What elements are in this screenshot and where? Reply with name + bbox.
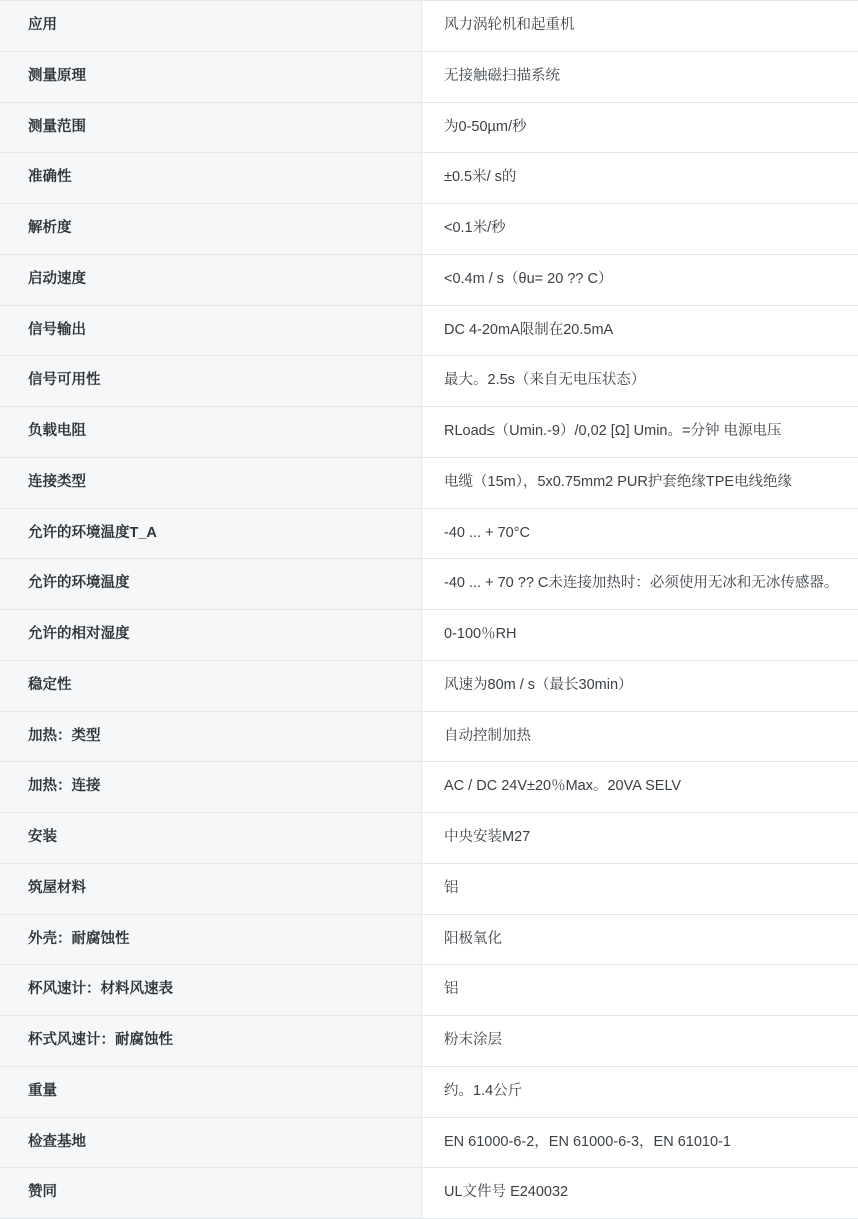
table-row (0, 610, 858, 661)
spec-value: 最大。2.5s（来自无电压状态） (422, 356, 858, 407)
spec-value: UL文件号 E240032 (422, 1168, 858, 1219)
table-row (0, 914, 858, 965)
spec-value: 电缆（15m），5x0.75mm2 PUR护套绝缘TPE电线绝缘 (422, 457, 858, 508)
spec-label: 测量原理 (0, 51, 422, 102)
spec-value: AC / DC 24V±20％Max。20VA SELV (422, 762, 858, 813)
spec-value: 无接触磁扫描系统 (422, 51, 858, 102)
spec-value: 约。1.4公斤 (422, 1066, 858, 1117)
table-row (0, 711, 858, 762)
spec-value: <0.1米/秒 (422, 204, 858, 255)
table-row (0, 204, 858, 255)
spec-label: 加热：类型 (0, 711, 422, 762)
table-row (0, 965, 858, 1016)
table-row (0, 1117, 858, 1168)
spec-label: 解析度 (0, 204, 422, 255)
spec-value: RLoad≤（Umin.-9）/0,02 [Ω] Umin。=分钟 电源电压 (422, 407, 858, 458)
spec-value: 阳极氧化 (422, 914, 858, 965)
spec-label: 信号输出 (0, 305, 422, 356)
spec-value: 风速为80m / s（最长30min） (422, 660, 858, 711)
spec-value: <0.4m / s（θu= 20 ?? C） (422, 254, 858, 305)
specification-table-body (0, 1, 858, 1219)
table-row (0, 305, 858, 356)
spec-label: 重量 (0, 1066, 422, 1117)
spec-label: 赞同 (0, 1168, 422, 1219)
table-row (0, 407, 858, 458)
table-row (0, 813, 858, 864)
table-row (0, 1, 858, 52)
spec-label: 负载电阻 (0, 407, 422, 458)
spec-value: 铝 (422, 863, 858, 914)
spec-value: 中央安装M27 (422, 813, 858, 864)
spec-value: 铝 (422, 965, 858, 1016)
table-row (0, 51, 858, 102)
table-row (0, 1168, 858, 1219)
spec-label: 稳定性 (0, 660, 422, 711)
spec-label: 允许的相对湿度 (0, 610, 422, 661)
spec-label: 允许的环境温度 (0, 559, 422, 610)
spec-label: 应用 (0, 1, 422, 52)
table-row (0, 508, 858, 559)
spec-label: 筑屋材料 (0, 863, 422, 914)
table-row (0, 356, 858, 407)
spec-value: -40 ... + 70°C (422, 508, 858, 559)
table-row (0, 863, 858, 914)
spec-label: 加热：连接 (0, 762, 422, 813)
spec-label: 杯风速计：材料风速表 (0, 965, 422, 1016)
spec-label: 准确性 (0, 153, 422, 204)
spec-label: 杯式风速计：耐腐蚀性 (0, 1016, 422, 1067)
table-row (0, 254, 858, 305)
spec-label: 检查基地 (0, 1117, 422, 1168)
table-row (0, 762, 858, 813)
spec-value: DC 4-20mA限制在20.5mA (422, 305, 858, 356)
spec-value: EN 61000-6-2，EN 61000-6-3，EN 61010-1 (422, 1117, 858, 1168)
table-row (0, 559, 858, 610)
spec-label: 启动速度 (0, 254, 422, 305)
table-row (0, 660, 858, 711)
spec-label: 允许的环境温度T_A (0, 508, 422, 559)
table-row (0, 457, 858, 508)
spec-label: 信号可用性 (0, 356, 422, 407)
table-row (0, 1016, 858, 1067)
spec-value: 为0-50µm/秒 (422, 102, 858, 153)
spec-value: 自动控制加热 (422, 711, 858, 762)
spec-value: -40 ... + 70 ?? C未连接加热时：必须使用无冰和无冰传感器。 (422, 559, 858, 610)
spec-label: 连接类型 (0, 457, 422, 508)
spec-value: 粉末涂层 (422, 1016, 858, 1067)
table-row (0, 102, 858, 153)
spec-label: 外壳：耐腐蚀性 (0, 914, 422, 965)
spec-label: 安装 (0, 813, 422, 864)
spec-value: 0-100％RH (422, 610, 858, 661)
spec-value: 风力涡轮机和起重机 (422, 1, 858, 52)
table-row (0, 1066, 858, 1117)
spec-value: ±0.5米/ s的 (422, 153, 858, 204)
table-row (0, 153, 858, 204)
spec-label: 测量范围 (0, 102, 422, 153)
